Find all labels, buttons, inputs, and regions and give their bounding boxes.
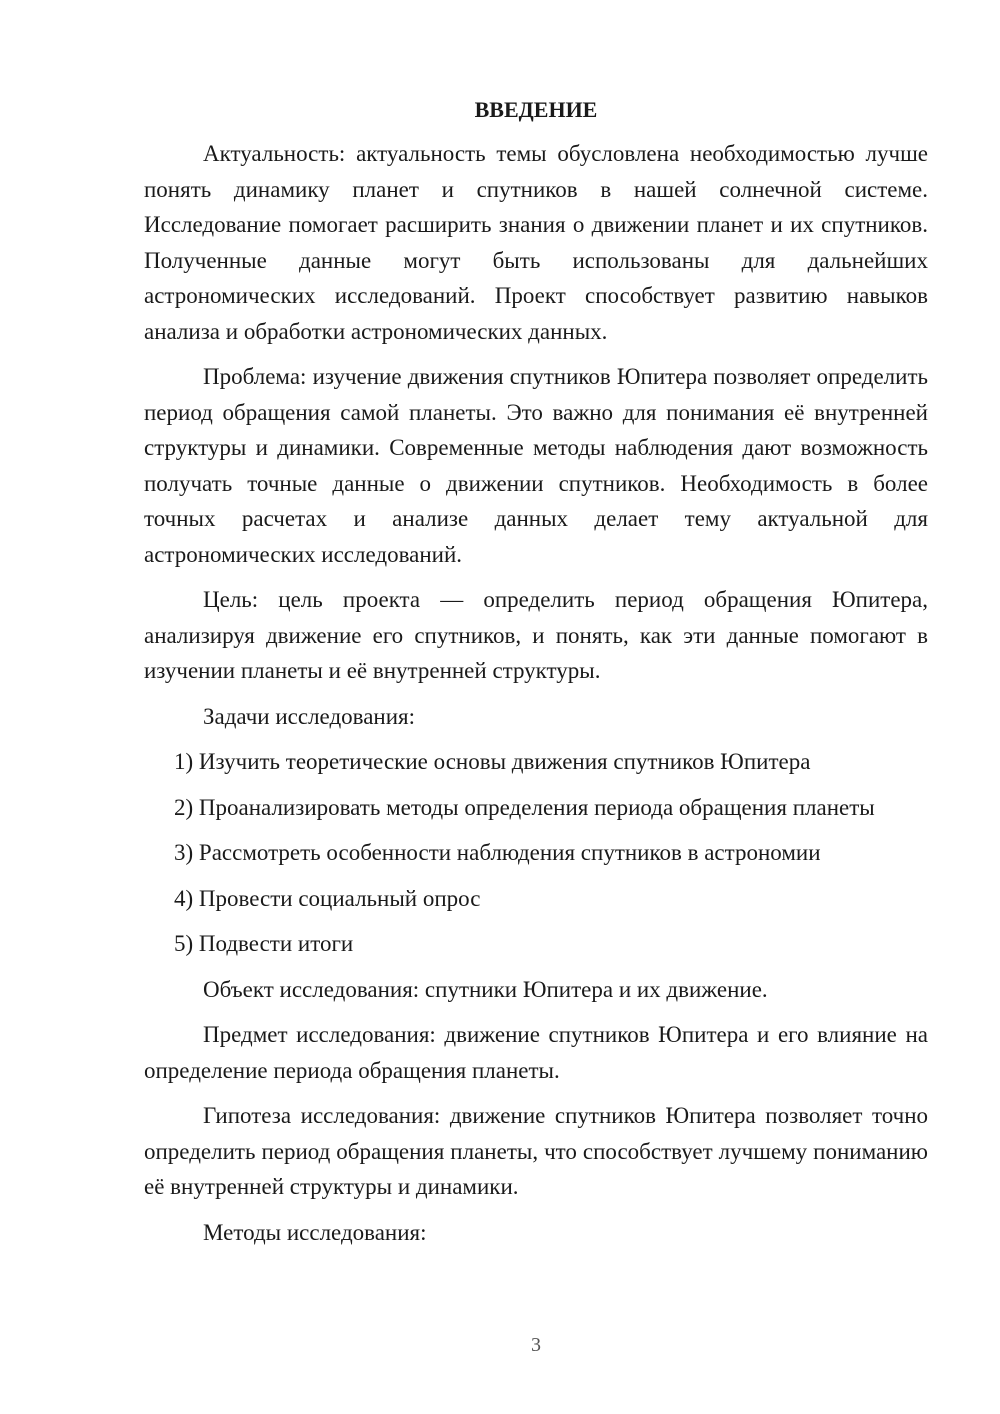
relevance-paragraph: Актуальность: актуальность темы обусловлена необходимостью лучше понять динамику планет и спутников в нашей солнечной системе. Исследование помогает расширить знания о движении планет и их спутников. Полученные данные могут быть использованы для дальнейших астрономических исследований. Проект способствует развитию навыков анализа и обработки астрономических данных. xyxy=(144,141,928,344)
task-item: 4) Провести социальный опрос xyxy=(174,885,481,911)
task-item: 3) Рассмотреть особенности наблюдения спутников в астрономии xyxy=(174,840,821,865)
methods-heading: Методы исследования: xyxy=(203,1219,427,1245)
section-title: ВВЕДЕНИЕ xyxy=(474,97,598,122)
page-number: 3 xyxy=(531,1334,541,1356)
subject-paragraph: Предмет исследования: движение спутников Юпитера и его влияние на определение периода обращения планеты. xyxy=(144,1022,928,1083)
hypothesis-paragraph: Гипотеза исследования: движение спутников Юпитера позволяет точно определить период обращения планеты, что способствует лучшему пониманию её внутренней структуры и динамики. xyxy=(144,1103,928,1199)
object-paragraph: Объект исследования: спутники Юпитера и их движение. xyxy=(203,976,768,1002)
tasks-heading: Задачи исследования: xyxy=(203,703,416,729)
document-page xyxy=(144,92,928,1260)
task-item: 1) Изучить теоретические основы движения спутников Юпитера xyxy=(174,749,811,774)
task-item: 2) Проанализировать методы определения периода обращения планеты xyxy=(174,794,875,820)
task-item: 5) Подвести итоги xyxy=(174,931,354,956)
goal-paragraph: Цель: цель проекта — определить период обращения Юпитера, анализируя движение его спутников, и понять, как эти данные помогают в изучении планеты и её внутренней структуры. xyxy=(144,587,928,683)
problem-paragraph: Проблема: изучение движения спутников Юпитера позволяет определить период обращения самой планеты. Это важно для понимания её внутренней структуры и динамики. Современные методы наблюдения дают возможность получать точные данные о движении спутников. Необходимость в более точных расчетах и анализе данных делает тему актуальной для астрономических исследований. xyxy=(144,364,928,567)
